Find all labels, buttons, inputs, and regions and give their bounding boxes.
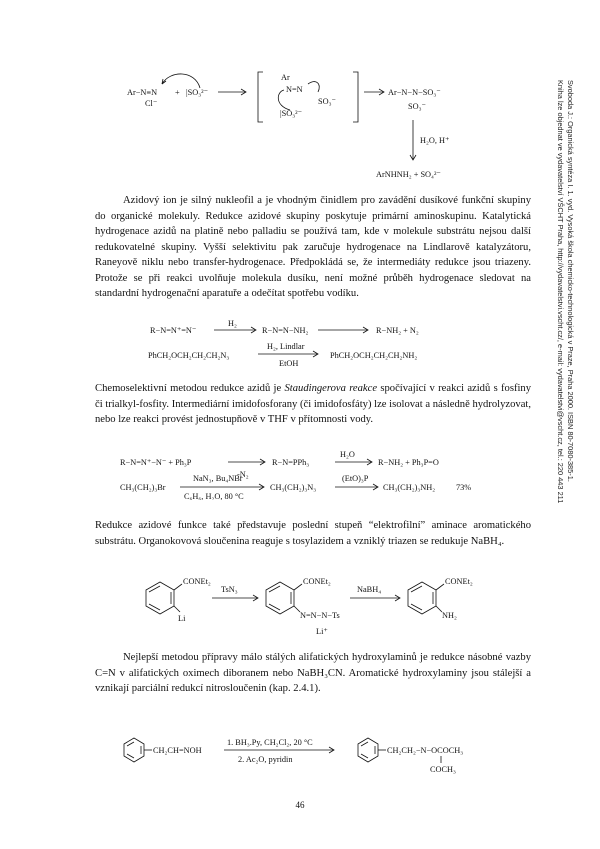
intermediate-so3: SO₃⁻ [318,97,336,106]
diazonium-label: Ar−N≡N [127,88,158,97]
paragraph-2-text-a: Chemoselektivní metodou redukce azidů je [95,383,285,394]
ethanol-solvent: EtOH [279,359,299,368]
paragraph-1-text: Azidový ion je silný nukleofil a je vhodným činidlem pro zavádění dusíkové funkční skupiny do organické molekuly. Redukce azidové skupiny poskytuje primární aminoskupinu. Katalytická hydrogenace azidů na platině nebo palladiu se používá tam, kde v molekule substrátu nejsou další redukovatelné skupiny. Vyšší selektivitu pak zaručuje hydrogenace na Lindlarově katalyzátoru, Raneyově niklu nebo transfer-hydrogenace. Předpokládá se, že intermediáty redukce jsou triazeny. Protože se při reakci uvolňuje molekula dusíku, není možné průběh hydrogenace sledovat na standardní hydrogenační aparatuře a odečítat spotřebu vodíku. [95,195,531,299]
butyl-bromide: CH₃(CH₂)₃Br [120,483,166,492]
intermediate-nn: N=N [286,85,303,94]
benzene-ring-5 [358,738,386,762]
h2-reagent: H₂ [228,319,237,328]
staudinger-italic: Staudingerova reakce [284,383,378,394]
intermediate-so3-2: |SO₃²⁻ [280,109,303,118]
sulfite-label: |SO₃²⁻ [186,88,209,97]
water-reagent: H₂O [340,450,355,459]
hydrolysis-conditions: H₂O, H⁺ [420,136,450,145]
triazene-label: R−N=N−NH₂ [262,326,309,335]
yield-label: 73% [456,483,472,492]
staudinger-azide: R−N=N⁺−N⁻ + Ph₃P [120,458,192,467]
amide-group-1: CONEt₂ [183,577,211,586]
azide-label: R−N=N⁺=N⁻ [150,326,197,335]
plus-sign: + [175,88,180,97]
borane-conditions: 1. BH₃.Py, CH₂Cl₂, 20 °C [227,738,313,747]
iminophosphorane: R−N=PPh₃ [272,458,310,467]
benzyl-azide: PhCH₂OCH₂CH₂CH₂N₃ [148,351,230,360]
lithium-cation: Li⁺ [316,627,328,636]
hydrazine-product: ArNHNH₂ + SO₄²⁻ [376,170,441,179]
acetylation-conditions: 2. Ac₂O, pyridin [238,755,293,764]
lithium-label: Li [178,614,186,623]
azidation-conditions: C₆H₆, H₂O, 80 °C [184,492,244,500]
butyl-amine: CH₃(CH₂)₃NH₂ [383,483,436,492]
oxime-substrate: CH₂CH=NOH [153,746,202,755]
paragraph-3-text: Redukce azidové funkce také představuje poslední stupeň “elektrofilní” aminace aromatického substrátu. Organokovová sloučenina reaguje s tosylazidem a vzniklý triazen se redukuje NaBH₄. [95,520,531,547]
benzene-ring-4 [124,738,152,762]
amine-products: R−NH₂ + N₂ [376,326,419,335]
amide-group-3: CONEt₂ [445,577,473,586]
azidation-reagents: NaN₃, Bu₄NBr [193,474,243,483]
citation-line-2: Kniha lze objednat ve vydavatelství VŠCHT Praha, http://vydavatelstvi.vscht.cz/, e-mail: vydavatelstvi@vscht.cz, tel.: 220 443 211 [556,80,565,504]
acetyl-substituent: COCH₃ [430,765,456,774]
borohydride-reagent: NaBH₄ [357,585,382,594]
paragraph-2-text-b: spočívající v reakci azidů s fosfiny či trialkyl-fosfity. Intermediární imidofosforany (či imidofosfáty) lze isolovat a následně hydrolyzovat, nebo lze reakci provést jednostupňově v THF v přítomnosti vody. [95,383,532,425]
amino-group: NH₂ [442,611,457,620]
phosphite-reagent: (EtO)₃P [342,474,369,483]
staudinger-products: R−NH₂ + Ph₃P=O [378,458,439,467]
sulfonated-product: Ar−N−N−SO₃⁻ [388,88,441,97]
chloride-label: Cl⁻ [145,99,158,108]
tosylazide-reagent: TsN₃ [221,585,238,594]
nitrogen-loss: -N₂ [237,470,249,479]
lindlar-conditions: H₂, Lindlar [267,342,305,351]
sulfonated-substituent: SO₃⁻ [408,102,426,111]
citation-line-1: Svoboda J.: Organická syntéza I. 1. vyd. Vysoká škola chemicko-technologická v Praze, Praha 2000. ISBN 80-7080-385-1. [566,80,575,482]
hydroxylamine-product: CH₂CH₂−N−OCOCH₃ [387,746,464,755]
paragraph-4-text: Nejlepší metodou přípravy málo stálých alifatických hydroxylaminů je redukce násobné vazby C=N v alifatických oximech diboranem nebo NaBH₃CN. Aromatické hydroxylaminy jsou stálejší a vznikají parciální redukcí nitrosloučenin (kap. 2.4.1). [95,652,531,694]
amide-group-2: CONEt₂ [303,577,331,586]
page-number: 46 [295,800,305,810]
butyl-azide: CH₃(CH₂)₃N₃ [270,483,317,492]
benzyl-amine: PhCH₂OCH₂CH₂CH₂NH₂ [330,351,418,360]
intermediate-ar: Ar [281,73,290,82]
triazene-chain: N=N−N−Ts [300,611,340,620]
